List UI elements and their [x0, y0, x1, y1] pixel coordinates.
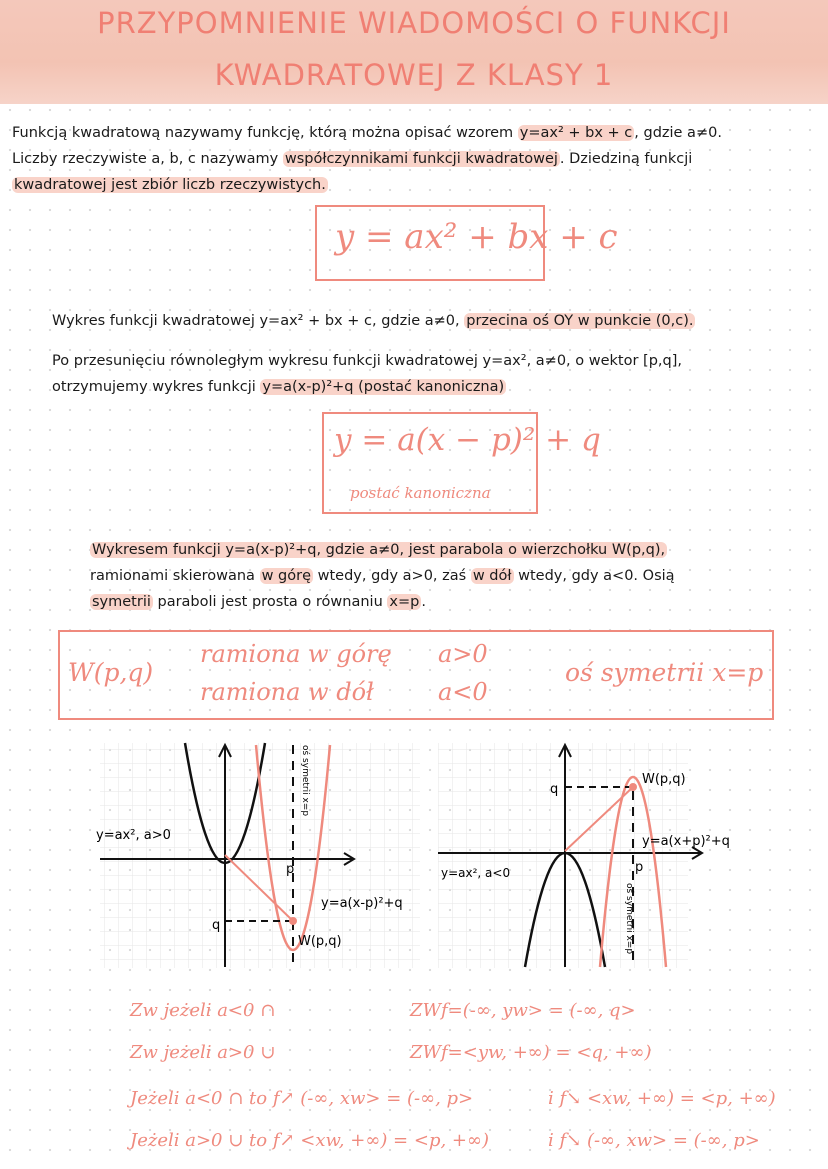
- note-4-b: i f↘ (-∞, xw> = (-∞, p>: [548, 1130, 760, 1151]
- intro-text-3: Liczby rzeczywiste a, b, c nazywamy: [12, 151, 283, 167]
- summary-arms-down: ramiona w dół: [200, 678, 374, 706]
- vertex-hl-axis: x=p: [389, 594, 420, 610]
- vertex-text-2: ramionami skierowana: [90, 568, 260, 584]
- shift-paragraph: [52, 348, 822, 400]
- vertex-label: W(p,q): [298, 934, 342, 949]
- note-1-a: Zw jeżeli a<0 ∩: [130, 1000, 276, 1021]
- summary-up-condition: a>0: [438, 640, 488, 668]
- intro-paragraph: [12, 120, 822, 198]
- note-3-a: Jeżeli a<0 ∩ to f↗ (-∞, xw> = (-∞, p>: [130, 1088, 474, 1109]
- summary-axis: oś symetrii x=p: [565, 658, 764, 687]
- summary-arms-up: ramiona w górę: [200, 640, 392, 668]
- axis-label: oś symetrii x=p: [624, 883, 634, 955]
- general-form-formula: y = ax² + bx + c: [335, 217, 618, 257]
- p-label: p: [286, 862, 295, 877]
- vertex-hl-down: w dół: [472, 568, 512, 584]
- oy-paragraph: [52, 308, 822, 334]
- intro-coefficients: współczynnikami funkcji kwadratowej: [284, 151, 558, 167]
- canonical-formula: y = a(x − p)² + q: [334, 422, 601, 458]
- note-1-b: ZWf=(-∞, yw> = (-∞, q>: [410, 1000, 636, 1021]
- axis-label: oś symetrii x=p: [300, 745, 310, 817]
- vertex-text-5: paraboli jest prosta o równaniu: [152, 594, 388, 610]
- vertex-hl-up: w górę: [261, 568, 311, 584]
- vertex-text-6: .: [421, 594, 426, 610]
- note-4-a: Jeżeli a>0 ∪ to f↗ <xw, +∞) = <p, +∞): [130, 1130, 490, 1151]
- note-2-a: Zw jeżeli a>0 ∪: [130, 1042, 276, 1063]
- intro-formula: y=ax² + bx + c: [519, 125, 633, 141]
- q-label: q: [550, 782, 559, 797]
- base-label: y=ax², a<0: [441, 866, 511, 880]
- canonical-label: postać kanoniczna: [350, 484, 491, 502]
- vertex-text-3: wtedy, gdy a>0, zaś: [313, 568, 471, 584]
- page-title-line2: KWADRATOWEJ Z KLASY 1: [214, 58, 614, 92]
- graph-right: [438, 735, 788, 975]
- p-label: p: [635, 860, 644, 875]
- oy-text: Wykres funkcji kwadratowej y=ax² + bx + c, gdzie a≠0,: [52, 313, 465, 329]
- note-3-b: i f↘ <xw, +∞) = <p, +∞): [548, 1088, 776, 1109]
- intro-text-4: . Dziedziną funkcji: [559, 151, 693, 167]
- intro-text-1: Funkcją kwadratową nazywamy funkcję, którą można opisać wzorem: [12, 125, 518, 141]
- title-banner: [0, 0, 828, 104]
- shift-highlight: y=a(x-p)²+q (postać kanoniczna): [262, 379, 505, 395]
- q-label: q: [212, 918, 221, 933]
- graph-left: [90, 735, 430, 975]
- shift-label: y=a(x-p)²+q: [321, 896, 403, 911]
- vertex-text-4: wtedy, gdy a<0. Osią: [513, 568, 675, 584]
- vertex-point: [629, 783, 637, 791]
- summary-down-condition: a<0: [438, 678, 488, 706]
- vertex-hl-1: Wykresem funkcji y=a(x-p)²+q, gdzie a≠0, jest parabola o wierzchołku W(p,q),: [92, 542, 666, 558]
- intro-text-2: , gdzie a≠0.: [634, 125, 722, 141]
- vertex-paragraph: [90, 537, 810, 615]
- note-2-b: ZWf=<yw, +∞) = <q, +∞): [410, 1042, 652, 1063]
- summary-box: [58, 630, 774, 720]
- summary-vertex: W(p,q): [68, 658, 154, 687]
- page-title-line1: PRZYPOMNIENIE WIADOMOŚCI O FUNKCJI: [97, 6, 731, 40]
- canonical-form-box: [322, 412, 601, 514]
- shift-text-1: Po przesunięciu równoległym wykresu funkcji kwadratowej y=ax², a≠0, o wektor [p,q],: [52, 353, 682, 369]
- vertex-hl-symmetry: symetrii: [92, 594, 151, 610]
- general-form-box: [315, 205, 618, 281]
- shift-label: y=a(x+p)²+q: [642, 834, 730, 849]
- oy-highlight: przecina oś OY w punkcie (0,c).: [466, 313, 694, 329]
- intro-domain: kwadratowej jest zbiór liczb rzeczywistych.: [14, 177, 326, 193]
- base-label: y=ax², a>0: [96, 828, 171, 843]
- vertex-point: [289, 917, 297, 925]
- vertex-label: W(p,q): [642, 772, 686, 787]
- shift-text-2: otrzymujemy wykres funkcji: [52, 379, 261, 395]
